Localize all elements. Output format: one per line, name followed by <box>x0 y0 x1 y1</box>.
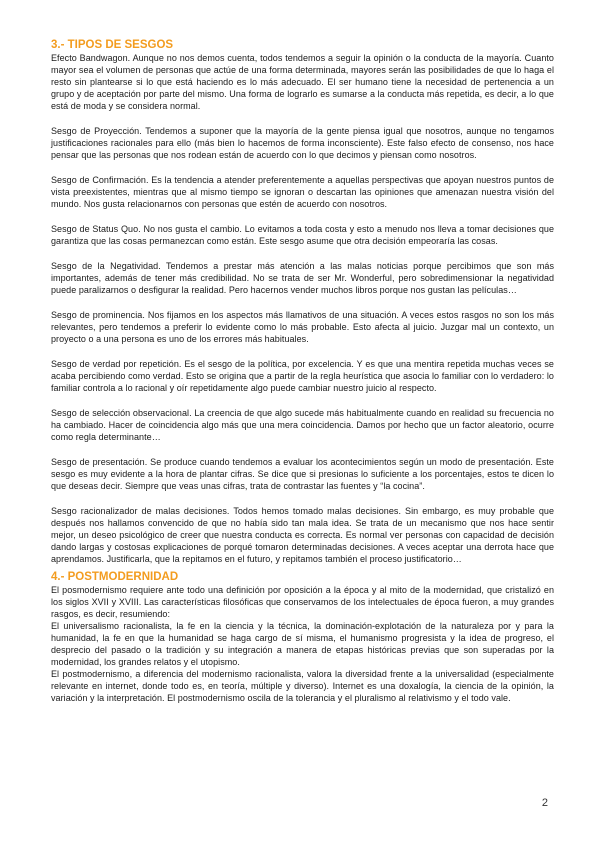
paragraph-efecto-bandwagon: Efecto Bandwagon. Aunque no nos demos cuenta, todos tendemos a seguir la opinión o la conducta de la mayoría. Cuanto mayor sea el volumen de personas que actúe de una forma determinada, mayores serán las posibilidades de que lo haga el resto sin plantearse si lo que está haciendo es lo más adecuado. El ser humano tiene la necesidad de pertenencia a un grupo y de aceptación por parte del mismo. Una forma de lograrlo es sumarse a la conducta más repetida, es decir, a lo que está de moda y se considera normal. <box>51 53 554 111</box>
paragraph-sesgo-negatividad: Sesgo de la Negatividad. Tendemos a prestar más atención a las malas noticias porque percibimos que son más importantes, además de tener más credibilidad. No se trata de ser Mr. Wonderful, pero sobredimensionar la negatividad puede paralizarnos o desfigurar la realidad. Pero hacernos vender muchos libros porque nos gustan las películas… <box>51 261 554 295</box>
paragraph-postmodernismo-diversidad: El postmodernismo, a diferencia del modernismo racionalista, valora la diversidad frente a la universalidad (especialmente relevante en internet, donde todo es, en teoría, múltiple y diverso). Internet es una doxalogía, la ciencia de la opinión, la variación y la interpretación. El postmodernismo oscila de la tolerancia y el pluralismo al relativismo y el todo vale. <box>51 669 554 703</box>
paragraph-sesgo-racionalizador: Sesgo racionalizador de malas decisiones. Todos hemos tomado malas decisiones. Sin embargo, es muy probable que después nos hallamos convencido de que no había sido tan mala idea. Se trata de un mecanismo que nos hace sentir mejor, un deseo psicológico de creer que nuestra conducta es correcta. Es normal ver personas con capacidad de decisión dando largas y costosas explicaciones de porqué tomaron determinadas decisiones. A veces aceptar una derrota hace que aprendamos. Justificarla, que la repitamos en el futuro, y repitamos también el proceso justificatorio… <box>51 506 554 564</box>
page-content <box>51 38 554 704</box>
paragraph-sesgo-verdad-repeticion: Sesgo de verdad por repetición. Es el sesgo de la política, por excelencia. Y es que una mentira repetida muchas veces se acaba percibiendo como verdad. Esto se origina que a partir de la regla heurística que asocia lo familiar con lo verdadero: lo familiar controla a lo racional y oír repetidamente algo puede cambiar nuestro juicio al respecto. <box>51 359 554 393</box>
paragraph-sesgo-presentacion: Sesgo de presentación. Se produce cuando tendemos a evaluar los acontecimientos según un modo de presentación. Este sesgo es muy evidente a la hora de plantar cifras. Se dice que si presionas lo suficiente a los porcentajes, estos te dicen lo que deseas decir. Siempre que veas unas cifras, trata de contrastar las fuentes y “la cocina”. <box>51 457 554 491</box>
paragraph-sesgo-seleccion-observacional: Sesgo de selección observacional. La creencia de que algo sucede más habitualmente cuando en realidad su frecuencia no ha cambiado. Hacer de coincidencia algo más que una mera coincidencia. Damos por hecho que un factor aleatorio, ocurre como regla determinante… <box>51 408 554 442</box>
paragraph-sesgo-proyeccion: Sesgo de Proyección. Tendemos a suponer que la mayoría de la gente piensa igual que nosotros, aunque no tengamos justificaciones racionales para ello (más bien lo hacemos de forma inconsciente). Este falso efecto de consenso, nos hace pensar que las personas que nos rodean están de acuerdo con lo que decimos y piensan como nosotros. <box>51 126 554 160</box>
paragraph-posmodernismo-definicion: El posmodernismo requiere ante todo una definición por oposición a la época y al mito de la modernidad, que cristalizó en los siglos XVII y XVIII. Las características filosóficas que conservamos de los intelectuales de época fueron, a muy grandes rasgos, es decir, resumiendo: <box>51 585 554 619</box>
paragraph-sesgo-prominencia: Sesgo de prominencia. Nos fijamos en los aspectos más llamativos de una situación. A veces estos rasgos no son los más relevantes, pero tendemos a preferir lo evidente como lo más probable. Esto afecta al juicio. Juzgar mal un contexto, un proyecto o a una persona es uno de los errores más habituales. <box>51 310 554 344</box>
section-heading-tipos-de-sesgos: 3.- TIPOS DE SESGOS <box>51 39 174 51</box>
paragraph-sesgo-confirmacion: Sesgo de Confirmación. Es la tendencia a atender preferentemente a aquellas perspectivas que apoyan nuestros puntos de vista preexistentes, mientras que al mismo tiempo se ignoran o descartan las opiniones que amenazan nuestra visión del mundo. Nos gusta relacionarnos con personas que estén de acuerdo con nosotros. <box>51 175 554 209</box>
paragraph-universalismo-racionalista: El universalismo racionalista, la fe en la ciencia y la técnica, la dominación-explotación de la naturaleza por y para la humanidad, la fe en que la humanidad se haga cargo de sí misma, el humanismo progresista y la idea de progreso, el desprecio del pasado o la tradición y su integración a manera de etapas históricas previas que son superadas por la modernidad, los grandes relatos y el utopismo. <box>51 621 554 667</box>
page-number: 2 <box>541 797 548 809</box>
paragraph-sesgo-status-quo: Sesgo de Status Quo. No nos gusta el cambio. Lo evitamos a toda costa y esto a menudo nos lleva a tomar decisiones que garantiza que las cosas permanezcan como están. Este sesgo asume que otra decisión empeoraría las cosas. <box>51 224 554 246</box>
section-heading-postmodernidad: 4.- POSTMODERNIDAD <box>51 571 179 583</box>
